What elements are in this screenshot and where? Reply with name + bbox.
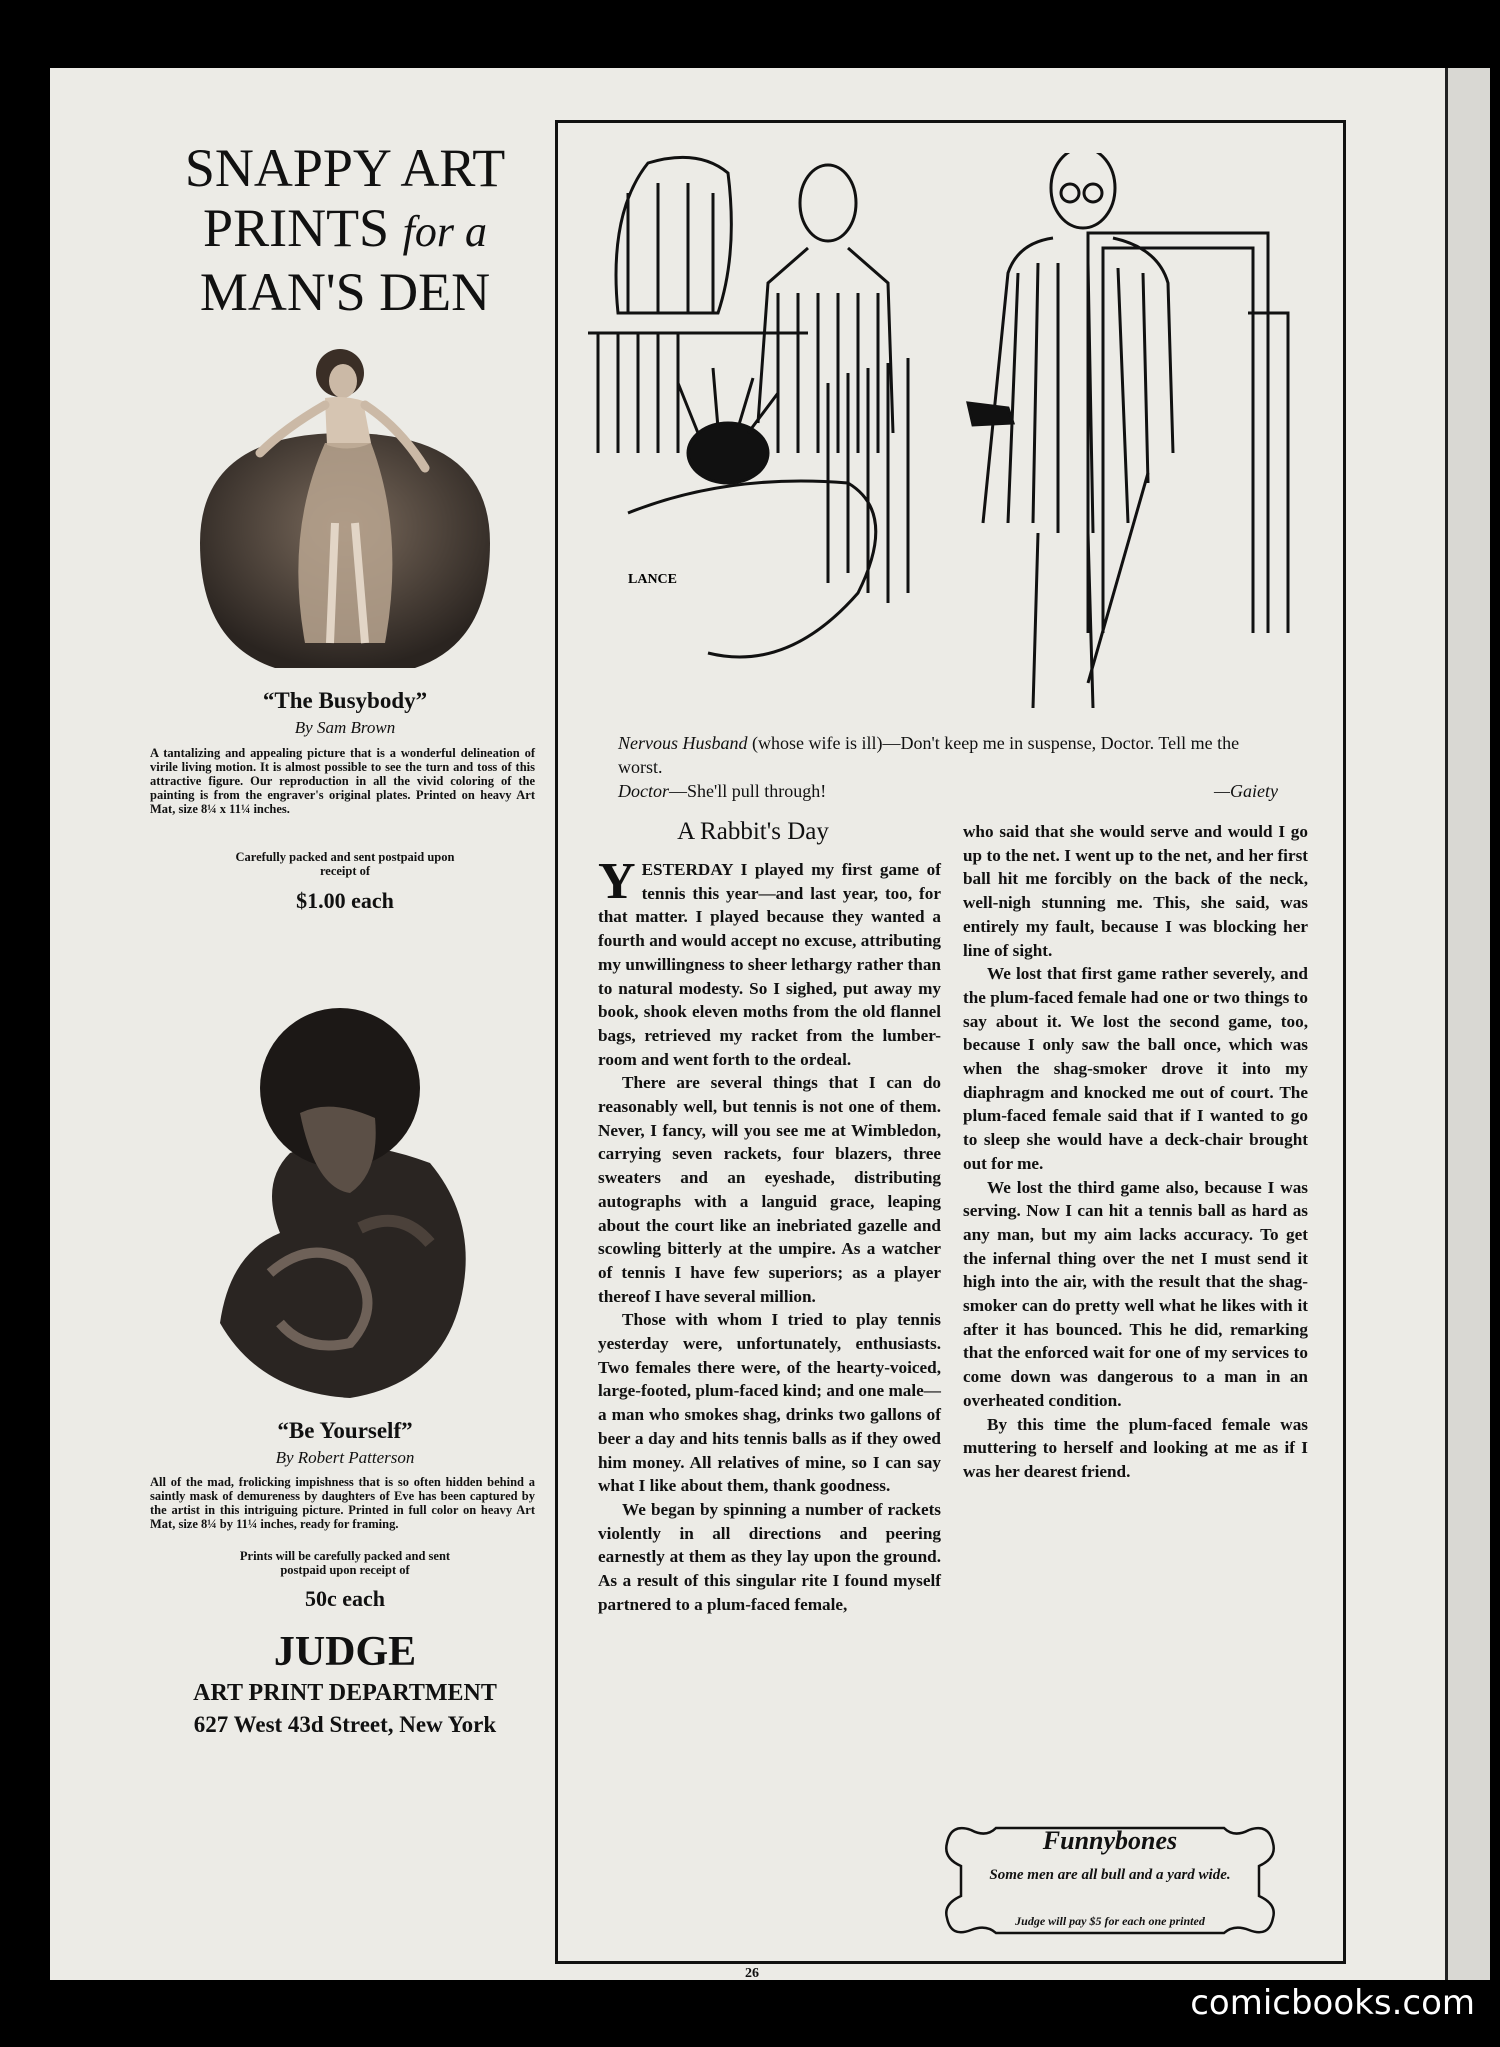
funnybones-box [941,1818,1279,1943]
article-paragraph-1: YESTERDAY I played my first game of tennis this year—and last year, too, for that matter. I played because they wanted a fourth and would accept no excuse, attributing my unwillingness to sheer lethargy rather than to natural modesty. So I sighed, put away my book, shook eleven moths from the old flannel bags, retrieved my racket from the lumber-room and went forth to the ordeal. [598,853,941,1069]
ad-title-line2: PRINTS for a [203,198,487,258]
ad-title-line1: SNAPPY ART [184,138,506,198]
print2-title: “Be Yourself” [277,1418,413,1443]
watermark: comicbooks.com [1190,1983,1475,2023]
article-paragraph-4: We began by spinning a number of rackets violently in all directions and peering earnestly at them as they lay upon the ground. As a result of this singular rite I found myself partnered to a plum-faced female, [598,1499,941,1614]
funnybones-title: Funnybones [1042,1826,1178,1855]
magazine-page [50,68,1445,1980]
ad-title-line3: MAN'S DEN [199,262,491,322]
ad-headline [90,138,600,322]
print2-artist: By Robert Patterson [275,1448,415,1467]
article-column-2 [963,820,1308,1484]
artist-signature: LANCE [628,572,678,587]
article-column-1 [598,853,941,1617]
funnybones-footer: Judge will pay $5 for each one printed [1015,1914,1205,1928]
print1-price: $1.00 each [296,888,394,913]
article-paragraph-8: By this time the plum-faced female was muttering to herself and looking at me as if I was her dearest friend. [963,1414,1308,1481]
publisher-name: JUDGE [273,1629,417,1675]
cartoon-caption [618,731,1278,803]
cartoon-credit: —Gaiety [1214,781,1278,801]
article-paragraph-6: We lost that first game rather severely, and the plum-faced female had one or two things to say about it. We lost the second game, too, because I only saw the ball once, which was when the shag-smoker drove it into my diaphragm and knocked me out of court. The plum-faced female said that if I wanted to go to sleep she would have a deck-chair brought out for me. [963,964,1308,1173]
content-box [555,120,1346,1964]
article-paragraph-7: We lost the third game also, because I was serving. Now I can hit a tennis ball as hard as any man, but my aim lacks accuracy. To get the infernal thing over the net I must send it high into the air, with the result that the shag-smoker can do pretty well what he likes with it after it has bounced. This he did, remarking that the enforced wait for one of my services to come down was dangerous to a man in an overheated condition. [963,1177,1308,1410]
article-title: A Rabbit's Day [677,818,829,845]
be-yourself-print-image [200,1003,500,1403]
funnybones-joke: Some men are all bull and a yard wide. [989,1867,1231,1883]
art-print-advertisement [90,98,600,1958]
print1-shipping: Carefully packed and sent postpaid upon receipt of [235,850,455,878]
print2-description: All of the mad, frolicking impishness that is so often hidden behind a saintly mask of demureness by daughters of Eve has been captured by the artist in this intriguing picture. Printed in full color on heavy Art Mat, size 8¼ by 11¼ inches, ready for framing. [150,1475,535,1531]
article-paragraph-2: There are several things that I can do reasonably well, but tennis is not one of them. Never, I fancy, will you see me at Wimbledon, carrying seven rackets, four blazers, three sweaters and an eyeshade, distributing autographs with a languid grace, leaping about the court like an inebriated gazelle and scowling bitterly at the umpire. As a watcher of tennis I have few superiors; as a player thereof I have several million. [598,1073,941,1306]
page-number: 26 [745,1966,759,1981]
cartoon-illustration [588,153,1308,713]
publisher-address: 627 West 43d Street, New York [193,1712,497,1737]
print2-shipping: Prints will be carefully packed and sent postpaid upon receipt of [239,1549,451,1577]
adjacent-page-edge [1445,68,1490,1980]
print1-description: A tantalizing and appealing picture that is a wonderful delineation of virile living motion. It is almost possible to see the turn and toss of this attractive figure. Our reproduction in all the vivid coloring of the painting is from the engraver's original plates. Printed on heavy Art Mat, size 8¼ x 11¼ inches. [150,746,535,816]
caption-line2: Doctor—She'll pull through! —Gaiety [618,781,1278,801]
drop-cap: Y [598,853,636,910]
busybody-print-image [185,343,505,683]
print2-price: 50c each [304,1586,386,1611]
department-name: ART PRINT DEPARTMENT [193,1680,497,1706]
article-paragraph-3: Those with whom I tried to play tennis yesterday were, unfortunately, enthusiasts. Two females there were, of the hearty-voiced, large-footed, plum-faced kind; and one male—a man who smokes shag, drinks two gallons of beer a day and hits tennis balls as if they owed him money. All relatives of mine, so I can say what I like about them, thank goodness. [598,1310,941,1496]
article-paragraph-5: who said that she would serve and would I go up to the net. I went up to the net, and her first ball hit me forcibly on the back of the neck, well-nigh stunning me. This, she said, was entirely my fault, because I was blocking her line of sight. [963,822,1308,960]
print1-title: “The Busybody” [262,688,428,713]
print1-artist: By Sam Brown [294,718,396,737]
caption-line1: Nervous Husband (whose wife is ill)—Don't keep me in suspense, Doctor. Tell me the worst. [618,733,1240,777]
